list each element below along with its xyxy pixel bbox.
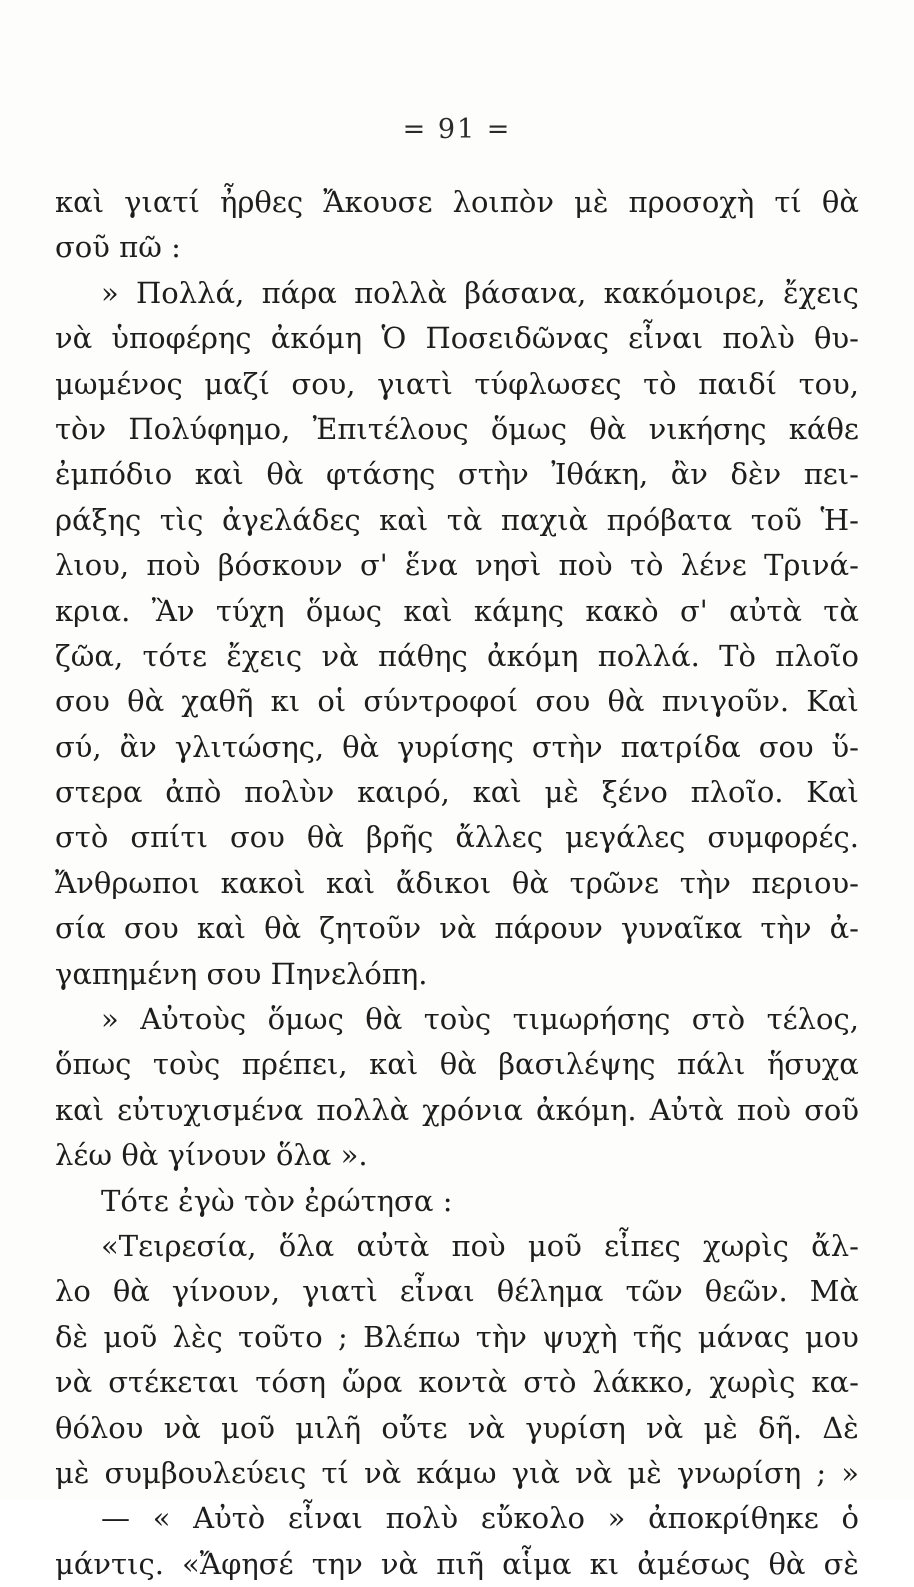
word: πατρίδα <box>620 729 741 764</box>
word: γλιτώσης, <box>174 729 325 764</box>
text-line <box>55 1224 859 1269</box>
text-line <box>55 1269 859 1314</box>
word: ἕνα <box>405 548 458 583</box>
word: καιρό, <box>357 775 450 810</box>
word: θὰ <box>121 1138 159 1173</box>
word: βασιλέψης <box>498 1047 656 1082</box>
word: χαθῆ <box>181 684 254 719</box>
word: ὅμως <box>490 411 568 446</box>
word: ὕ- <box>831 729 859 764</box>
word: «Ἄφησέ <box>182 1546 294 1581</box>
word: καὶ <box>326 865 376 900</box>
word: λὲς <box>172 1319 223 1354</box>
word: στὴν <box>531 729 603 764</box>
word: καὶ <box>379 502 429 537</box>
word: Ἡ- <box>820 502 859 537</box>
word: νὰ <box>646 1410 684 1445</box>
word: χρόνια <box>422 1092 523 1127</box>
word: εἶναι <box>628 321 704 356</box>
word: νὰ <box>467 1410 505 1445</box>
word: τρῶνε <box>569 865 660 900</box>
word: τόση <box>255 1365 326 1400</box>
word: κάθε <box>788 411 859 446</box>
word: ὁ <box>841 1501 859 1536</box>
word: Καὶ <box>806 775 859 810</box>
word: ποὺ <box>558 548 613 583</box>
word: μεγάλες <box>564 820 686 855</box>
word: γυρίσης <box>397 729 514 764</box>
word: ἥσυχα <box>766 1047 859 1082</box>
word: πει- <box>803 457 859 492</box>
word: τὸν <box>55 411 107 446</box>
word: συμφορές. <box>707 820 859 855</box>
word: σου, <box>291 366 356 401</box>
text-line <box>55 1042 859 1087</box>
word: θὰ <box>112 1274 150 1309</box>
word: οὔτε <box>381 1410 448 1445</box>
word: εὔκολο <box>480 1501 585 1536</box>
word: μοῦ <box>527 1228 582 1263</box>
word: μωμένος <box>55 366 183 401</box>
word: σου <box>206 956 262 991</box>
text-line <box>55 1542 859 1587</box>
text-line <box>55 1360 859 1405</box>
word: θὰ <box>127 684 165 719</box>
word: γίνουν <box>167 1138 267 1173</box>
word: πάρουν <box>494 911 603 946</box>
word: τὴν <box>760 911 812 946</box>
word: μαζί <box>204 366 270 401</box>
word: πολὺ <box>722 321 795 356</box>
word: Αὐτὰ <box>649 1092 724 1127</box>
word: ; <box>816 1455 827 1490</box>
word: ἐρώτησα <box>304 1183 434 1218</box>
word: ἄδικοι <box>395 865 492 900</box>
word: καὶ <box>369 1047 419 1082</box>
text-line <box>55 1088 859 1133</box>
word: τοὺς <box>152 1047 221 1082</box>
word: μιλῆ <box>295 1410 362 1445</box>
word: νησὶ <box>475 548 542 583</box>
word: ἄλ- <box>811 1228 859 1263</box>
word: Ἐπιτέλους <box>312 411 469 446</box>
word: σου <box>229 820 285 855</box>
text-line <box>55 634 859 679</box>
word: γυρίση <box>525 1410 626 1445</box>
text-line <box>55 1406 859 1451</box>
word: στὸ <box>691 1002 746 1037</box>
word: λοιπὸν <box>452 185 554 219</box>
word: » <box>841 1455 859 1490</box>
word: : <box>171 230 181 265</box>
word: θὰ <box>342 729 380 764</box>
word: νὰ <box>364 1455 402 1490</box>
word: μὲ <box>574 185 609 219</box>
word: μὲ <box>703 1410 738 1445</box>
word: μὲ <box>627 1455 662 1490</box>
word: γνωρίση <box>677 1455 802 1490</box>
word: πλοῖο. <box>690 775 784 810</box>
text-line <box>55 498 859 543</box>
word: » <box>607 1501 626 1536</box>
word: θὰ <box>264 911 302 946</box>
word: πρόβατα <box>606 502 733 537</box>
word: τοὺς <box>423 1002 492 1037</box>
word: παχιὰ <box>500 502 589 537</box>
text-line <box>55 271 859 316</box>
word: » <box>101 1002 119 1037</box>
word: ράξης <box>55 502 142 537</box>
word: αὐτὰ <box>729 593 802 628</box>
word: κάμω <box>416 1455 497 1490</box>
word: πολλά. <box>597 638 700 673</box>
text-line <box>55 997 859 1042</box>
word: Ἰθάκη, <box>551 457 649 492</box>
word: νὰ <box>321 638 359 673</box>
word: χωρὶς <box>709 1365 796 1400</box>
word: ἀμέσως <box>637 1546 751 1581</box>
word: πνιγοῦν. <box>661 684 790 719</box>
word: ὅμως <box>305 593 383 628</box>
word: ἔχεις <box>783 275 859 310</box>
word: τέλος, <box>766 1002 859 1037</box>
word: ξένο <box>601 775 668 810</box>
word: σου <box>123 911 179 946</box>
word: Πολλά, <box>136 275 245 310</box>
word: τιμωρήσης <box>512 1002 671 1037</box>
word: ἦρθες <box>219 185 304 219</box>
word: καὶ <box>472 775 522 810</box>
word: πιῆ <box>436 1546 484 1581</box>
word: ποὺ <box>451 1228 506 1263</box>
word: στὴν <box>457 457 529 492</box>
word: θὰ <box>589 411 627 446</box>
word: σου <box>535 684 591 719</box>
word: Τρινά- <box>764 548 859 583</box>
word: Ὁ <box>381 321 407 356</box>
word: αἷμα <box>502 1546 572 1581</box>
word: νὰ <box>575 1455 613 1490</box>
word: νὰ <box>55 1365 93 1400</box>
word: θὰ <box>768 1546 806 1581</box>
word: ὑποφέρης <box>111 321 252 356</box>
word: πάθης <box>378 638 468 673</box>
word: ἔχεις <box>226 638 303 673</box>
word: παιδί <box>698 366 778 401</box>
word: πάλι <box>677 1047 746 1082</box>
word: χωρὶς <box>703 1228 789 1263</box>
word: σύ, <box>55 729 102 764</box>
word: τὰ <box>823 593 859 628</box>
word: ὅλα <box>275 1138 332 1173</box>
word: Καὶ <box>806 684 859 719</box>
text-line <box>55 1315 859 1360</box>
word: ἀκόμη <box>270 321 363 356</box>
word: μοῦ <box>221 1410 275 1445</box>
word: κακὸ <box>585 593 659 628</box>
word: τύχη <box>215 593 285 628</box>
word: ὅπως <box>55 1047 132 1082</box>
word: θὰ <box>266 457 304 492</box>
word: εἶναι <box>399 1274 475 1309</box>
word: κα- <box>811 1365 859 1400</box>
word: ἂν <box>670 457 708 492</box>
word: καὶ <box>403 593 453 628</box>
word: θὰ <box>511 865 549 900</box>
text-line <box>55 679 859 724</box>
word: γυναῖκα <box>621 911 743 946</box>
word: τί <box>774 185 802 219</box>
word: τύφλωσες <box>474 366 622 401</box>
word: καὶ <box>55 1092 105 1127</box>
word: γαπημένη <box>55 956 198 991</box>
word: πολλὰ <box>354 275 447 310</box>
word: «Τειρεσία, <box>101 1228 257 1263</box>
word: » <box>101 275 119 310</box>
word: τὰ <box>446 502 483 537</box>
word: Αὐτοὺς <box>140 1002 247 1037</box>
word: νικήσης <box>648 411 767 446</box>
word: ὅλα <box>278 1228 335 1263</box>
word: νὰ <box>55 321 93 356</box>
word: μάντις. <box>55 1546 164 1581</box>
word: κακόμοιρε, <box>603 275 766 310</box>
word: πολλὰ <box>316 1092 410 1127</box>
text-line <box>55 1133 859 1178</box>
word: ποὺ <box>146 548 201 583</box>
word: λένε <box>680 548 747 583</box>
word: βόσκουν <box>217 548 343 583</box>
word: Πηνελόπη. <box>270 956 428 991</box>
text-line <box>55 861 859 906</box>
word: βρῆς <box>365 820 434 855</box>
text-line <box>55 770 859 815</box>
word: τοῦτο <box>238 1319 323 1354</box>
word: ἂν <box>119 729 157 764</box>
word: στὸ <box>55 820 109 855</box>
word: τὴν <box>679 865 731 900</box>
word: συμβουλεύεις <box>104 1455 307 1490</box>
word: δῆ. <box>758 1410 803 1445</box>
word: ἀκόμη <box>487 638 579 673</box>
word: πλοῖο <box>775 638 859 673</box>
word: μὲ <box>544 775 579 810</box>
word: κοντὰ <box>418 1365 508 1400</box>
word: σοῦ <box>55 230 110 265</box>
word: του, <box>798 366 859 401</box>
word: θυ- <box>814 321 859 356</box>
word: κάμης <box>473 593 564 628</box>
word: πολὺν <box>244 775 335 810</box>
word: γίνουν, <box>171 1274 281 1309</box>
word: γιατὶ <box>302 1274 378 1309</box>
word: Ποσειδῶνας <box>425 321 609 356</box>
word: νὰ <box>380 1546 419 1581</box>
word: πολὺ <box>385 1501 459 1536</box>
word: τὸν <box>243 1183 296 1218</box>
word: πάρα <box>261 275 337 310</box>
word: ἄλλες <box>455 820 543 855</box>
word: ἀ- <box>829 911 859 946</box>
word: τὸ <box>643 366 677 401</box>
word: θὰ <box>306 820 344 855</box>
text-line <box>55 1496 859 1541</box>
word: εἶπες <box>604 1228 681 1263</box>
text-line <box>55 407 859 452</box>
word: σου <box>758 729 814 764</box>
text-line <box>55 362 859 407</box>
body-text <box>55 180 859 1587</box>
text-line <box>55 180 859 225</box>
word: στέκεται <box>108 1365 240 1400</box>
word: Βλέπω <box>363 1319 461 1354</box>
word: προσοχὴ <box>628 185 755 219</box>
word: μάνας <box>697 1319 790 1354</box>
word: κι <box>270 684 301 719</box>
word: δὲ <box>55 1319 89 1354</box>
word: « <box>152 1501 171 1536</box>
word: — <box>101 1501 130 1536</box>
word: κακοὶ <box>220 865 306 900</box>
word: λέω <box>55 1138 113 1173</box>
word: Δὲ <box>822 1410 859 1445</box>
word: σ' <box>679 593 708 628</box>
word: λάκκο, <box>592 1365 694 1400</box>
word: θὰ <box>821 185 859 219</box>
word: τὶς <box>159 502 204 537</box>
word: φτάσης <box>326 457 436 492</box>
word: θὰ <box>365 1002 403 1037</box>
word: θέλημα <box>496 1274 604 1309</box>
text-line <box>55 543 859 588</box>
word: Ἄκουσε <box>323 185 433 219</box>
word: ζητοῦν <box>319 911 422 946</box>
word: κι <box>589 1546 620 1581</box>
word: ὥρα <box>342 1365 403 1400</box>
word: θὰ <box>439 1047 477 1082</box>
word: θὰ <box>607 684 645 719</box>
page-number: = 91 = <box>402 114 512 145</box>
word: τοῦ <box>750 502 802 537</box>
word: μοῦ <box>103 1319 158 1354</box>
word: λο <box>55 1274 91 1309</box>
word: νὰ <box>439 911 477 946</box>
word: Μὰ <box>809 1274 859 1309</box>
word: καὶ <box>196 911 246 946</box>
text-line <box>55 1451 859 1496</box>
word: κρια. <box>55 593 131 628</box>
word: σ' <box>359 548 388 583</box>
word: Τὸ <box>719 638 756 673</box>
text-line <box>55 589 859 634</box>
word: σία <box>55 911 106 946</box>
word: οἱ <box>317 684 347 719</box>
text-line <box>55 316 859 361</box>
word: ἀκόμη. <box>535 1092 637 1127</box>
word: εἶναι <box>287 1501 363 1536</box>
text-line <box>55 815 859 860</box>
word: σοῦ <box>804 1092 859 1127</box>
word: τῶν <box>625 1274 683 1309</box>
text-line <box>55 452 859 497</box>
word: ». <box>340 1138 368 1173</box>
word: αὐτὰ <box>356 1228 430 1263</box>
word: περιου- <box>751 865 859 900</box>
word: σύντροφοί <box>363 684 519 719</box>
word: Ἄνθρωποι <box>55 865 200 900</box>
word: ἐμπόδιο <box>55 457 173 492</box>
word: : <box>442 1183 453 1218</box>
word: τί <box>321 1455 349 1490</box>
word: τὸ <box>629 548 664 583</box>
word: λιου, <box>55 548 130 583</box>
word: πῶ <box>119 230 162 265</box>
text-line <box>55 725 859 770</box>
word: ἀπὸ <box>165 775 222 810</box>
word: σπίτι <box>130 820 208 855</box>
word: θόλου <box>55 1410 144 1445</box>
text-line <box>55 225 859 270</box>
word: θεῶν. <box>704 1274 788 1309</box>
word: ποὺ <box>736 1092 792 1127</box>
word: στερα <box>55 775 143 810</box>
word: νὰ <box>163 1410 201 1445</box>
word: μου <box>804 1319 859 1354</box>
word: γιατί <box>124 185 200 219</box>
word: Τότε <box>101 1183 169 1218</box>
word: δὲν <box>730 457 782 492</box>
text-line <box>55 906 859 951</box>
word: ζῶα, <box>55 638 124 673</box>
word: τὴν <box>475 1319 527 1354</box>
word: ψυχὴ <box>542 1319 618 1354</box>
word: ἀγελάδες <box>221 502 361 537</box>
word: τότε <box>142 638 208 673</box>
word: πρέπει, <box>241 1047 348 1082</box>
word: στὸ <box>523 1365 577 1400</box>
word: γιατὶ <box>377 366 453 401</box>
word: Ἂν <box>151 593 195 628</box>
word: καὶ <box>55 185 105 219</box>
word: γιὰ <box>511 1455 560 1490</box>
text-line <box>55 1179 859 1224</box>
word: βάσανα, <box>464 275 587 310</box>
word: ; <box>337 1319 348 1354</box>
word: μὲ <box>55 1455 90 1490</box>
word: σου <box>55 684 110 719</box>
word: Αὐτὸ <box>193 1501 266 1536</box>
word: Πολύφημο, <box>128 411 291 446</box>
text-line <box>55 952 859 997</box>
word: ὅμως <box>267 1002 344 1037</box>
word: σὲ <box>823 1546 859 1581</box>
word: ἐγὼ <box>178 1183 235 1218</box>
word: τῆς <box>632 1319 683 1354</box>
word: ἀποκρίθηκε <box>648 1501 819 1536</box>
word: εὐτυχισμένα <box>117 1092 304 1127</box>
word: καὶ <box>194 457 244 492</box>
word: την <box>311 1546 363 1581</box>
